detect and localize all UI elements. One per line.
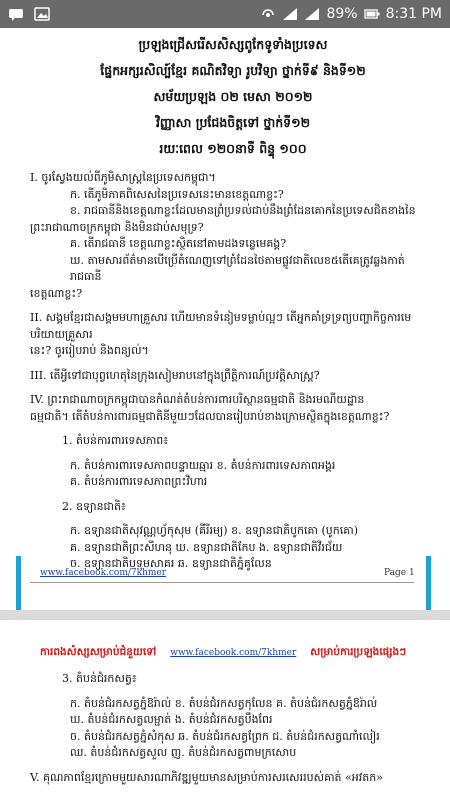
- duration-line: រយៈពេល ១២០នាទី ពិន្ទុ ១០០: [159, 141, 307, 156]
- page2-body: [30, 671, 436, 786]
- subject-line: វិញ្ញាសា ប្រជែងចិត្តទៅ ថ្នាក់ទី១២: [155, 115, 311, 130]
- page-separator: [0, 610, 450, 620]
- text-line: ក. តើភូមិភាគពិសេសនៃប្រទេសនេះមានខេត្តណាខ្លះ?: [70, 187, 284, 201]
- document-page-2: [0, 620, 450, 800]
- text-line: IV. ព្រះរាជាណាចក្រកម្ពុជាបានកំណត់តំបន់ការពារបរិស្ថានធម្មជាតិ និងរមណីយដ្ឋាន: [30, 393, 365, 406]
- text-line: II. សង្គមខ្មែរជាសង្គមមហាគ្រួសារ ហើយមានទំនៀមទម្លាប់ល្អៗ តើអ្នកគាំទ្រទ្រព្យបញ្ហាកិច្ចការមេបរិយាយគ្រួសារ: [30, 311, 412, 341]
- text-line: គ. តំបន់ការពារទេសភាពព្រះវិហារ: [70, 475, 208, 488]
- image-icon: [34, 7, 50, 21]
- text-line: គ. ឧទ្យានជាតិព្រះសីហនុ ឃ. ឧទ្យានជាតិកែប ង. ឧទ្យានជាតិវីរជ័យ: [70, 540, 343, 554]
- text-line: ឃ. តំបន់ជំរកសត្វលម្ផាត់ ង. តំបន់ជំរកសត្វបឹងពែរ: [70, 713, 273, 726]
- text-line: 3. តំបន់ជំរកសត្វ៖: [62, 672, 137, 685]
- footer-bar-right: [426, 556, 431, 610]
- text-line: 1. តំបន់ការពារទេសភាព៖: [62, 434, 169, 447]
- text-line: ក. តំបន់ការពារទេសភាពបន្ទាយឆ្មារ ខ. តំបន់ការពារទេសភាពអង្គរ: [70, 458, 336, 472]
- text-line: ច. ឧទ្យានជាតិបទុមសាគរ ឆ. ឧទ្យានជាតិភ្នំគូលែន: [70, 557, 272, 570]
- signal-icon-2: [304, 7, 320, 21]
- footer-link[interactable]: www.facebook.com/7khmer: [40, 568, 167, 578]
- exam-date: សម័យប្រឡង ០២ មេសា ២០១២: [153, 89, 313, 104]
- text-line: ខ. រាជធានីនិងខេត្តណាខ្លះដែលមានព្រំប្រទល់ជាប់នឹងព្រំដែនគោកនៃប្រទេសជិតខាងនៃ: [70, 204, 416, 217]
- clock: 8:31 PM: [385, 6, 442, 22]
- footer-bar-left: [16, 556, 21, 610]
- text-line: 2. ឧទ្យានជាតិ៖: [62, 499, 126, 513]
- doc-subtitle: ផ្នែកអក្សរសិល្ប៍ខ្មែរ គណិតវិទ្យា រូបវិទ្យា ថ្នាក់ទី៩ និងទី១២: [100, 63, 366, 78]
- battery-percent: 89%: [326, 6, 358, 22]
- doc-title: ប្រឡងជ្រើសរើសសិស្សពូកែទូទាំងប្រទេស: [138, 37, 328, 52]
- hotspot-icon: [260, 7, 276, 21]
- text-line: ព្រះរាជាណាចក្រកម្ពុជា និងមិនជាប់សមុទ្រ?: [30, 220, 204, 234]
- text-line: ក. តំបន់ជំរកសត្វភ្នំឱរ៉ាល់ ខ. តំបន់ជំរកសត្វកុលែន គ. តំបន់ជំរកសត្វភ្នំឱរ៉ាល់: [70, 696, 378, 710]
- message-icon: [8, 7, 24, 21]
- page1-body: [30, 170, 436, 573]
- text-line: I. ចូរស្វែងយល់ពីភូមិសាស្ត្រនៃប្រទេសកម្ពុជា។: [30, 171, 216, 184]
- page2-header-link[interactable]: www.facebook.com/7khmer: [170, 648, 297, 658]
- text-line: ខេត្តណាខ្លះ?: [30, 286, 83, 300]
- text-line: ច. តំបន់ជំរកសត្វភ្នំសំកុស ឆ. តំបន់ជំរកសត្វព្រែក ជ. តំបន់ជំរកសត្វណាំលៀរ: [70, 729, 380, 743]
- signal-icon: [282, 7, 298, 21]
- text-line: ឈ. តំបន់ជំរកសត្វសួល ញ. តំបន់ជំរកសត្វពាមក្រសោប: [70, 746, 297, 759]
- text-line: III. តើអ្វីទៅជាបុព្វហេតុនៃក្រុងសៀមរាបនៅក្នុងព្រឹត្តិការណ៍ប្រវត្តិសាស្ត្រ?: [30, 368, 320, 382]
- footer-divider: [30, 582, 414, 583]
- status-bar: [0, 0, 450, 28]
- page-number: Page 1: [384, 568, 415, 578]
- text-line: V. គុណភាពខ្មែរក្រោមមួយសារណាភិវឌ្ឍមួយមានសម្រាប់ការសរសេររបស់គាត់ «អវតក»: [30, 770, 383, 784]
- document-page-1: [0, 28, 450, 610]
- text-line: ឃ. តាមសារព័ត៌មានបើប្រើតំណេញទៅព្រំដែនថៃតាមផ្លូវជាតិលេខ៥តើគេត្រូវឆ្លងកាត់រាជធានី: [70, 253, 405, 283]
- text-line: ក. ឧទ្យានជាតិសុវណ្ណហ្វ័កុសុម (គីរីរម្យ) ខ. ឧទ្យានជាតិបូកគោ (បូកគោ): [70, 524, 359, 537]
- text-line: គ. តើរាជធានី ខេត្តណាខ្លះស្ថិតនៅតាមដងទន្លេមេគង្គ?: [70, 237, 287, 250]
- text-line: នេះ? ចូររៀបរាប់ និងពន្យល់។: [30, 344, 149, 357]
- battery-icon: [364, 7, 380, 21]
- page2-header-right: សម្រាប់ការប្រឡងផ្សេងៗ: [310, 646, 407, 658]
- page-footer: [0, 556, 450, 610]
- page2-header-left: ការពងសំស្សសម្រាប់ជំនួយទៅ: [40, 646, 157, 658]
- page2-header: [30, 646, 436, 661]
- text-line: ធម្មជាតិ។ តើតំបន់ការពារធម្មជាតិនីមួយៗដែលបានរៀបរាប់ខាងក្រោមស្ថិតក្នុងខេត្តណាខ្លះ?: [30, 409, 390, 423]
